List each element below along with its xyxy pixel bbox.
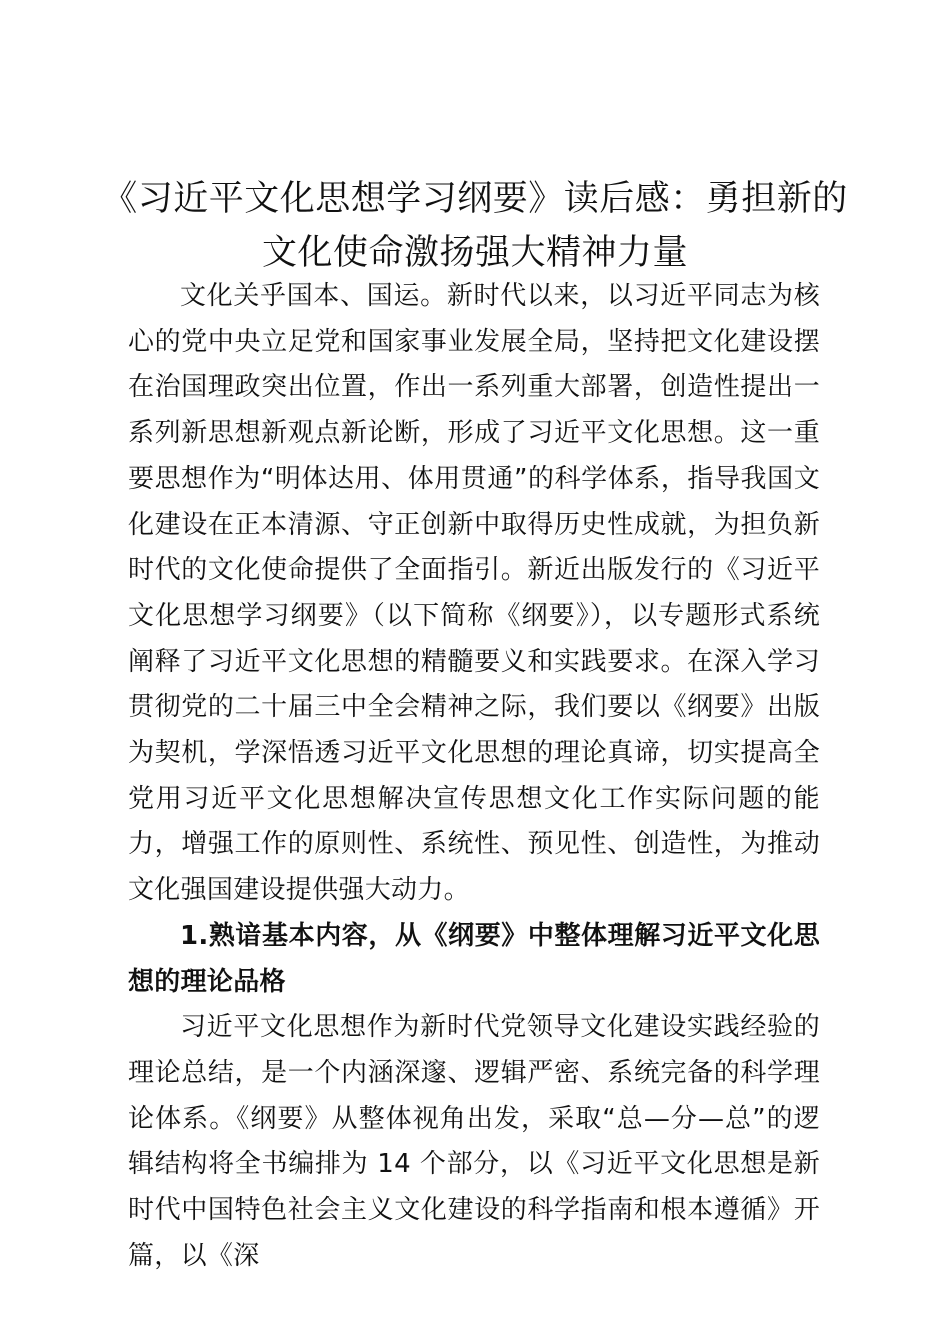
intro-paragraph: 文化关乎国本、国运。新时代以来，以习近平同志为核心的党中央立足党和国家事业发展全局，坚持把文化建设摆在治国理政突出位置，作出一系列重大部署，创造性提出一系列新思想新观点新论断，形成了习近平文化思想。这一重要思想作为“明体达用、体用贯通”的科学体系，指导我国文化建设在正本清源、守正创新中取得历史性成就，为担负新时代的文化使命提供了全面指引。新近出版发行的《习近平文化思想学习纲要》（以下简称《纲要》），以专题形式系统阐释了习近平文化思想的精髓要义和实践要求。在深入学习贯彻党的二十届三中全会精神之际，我们要以《纲要》出版为契机，学深悟透习近平文化思想的理论真谛，切实提高全党用习近平文化思想解决宣传思想文化工作实际问题的能力，增强工作的原则性、系统性、预见性、创造性，为推动文化强国建设提供强大动力。: [128, 281, 820, 906]
document-body: [128, 274, 820, 1279]
section-heading: 1.熟谙基本内容，从《纲要》中整体理解习近平文化思想的理论品格: [128, 920, 820, 997]
section-paragraph: 习近平文化思想作为新时代党领导文化建设实践经验的理论总结，是一个内涵深邃、逻辑严密、系统完备的科学理论体系。《纲要》从整体视角出发，采取“总—分—总”的逻辑结构将全书编排为 14 个部分，以《习近平文化思想是新时代中国特色社会主义文化建设的科学指南和根本遵循》开篇，以《深: [128, 1012, 820, 1271]
document-title: 《习近平文化思想学习纲要》读后感：勇担新的文化使命激扬强大精神力量: [102, 179, 848, 273]
